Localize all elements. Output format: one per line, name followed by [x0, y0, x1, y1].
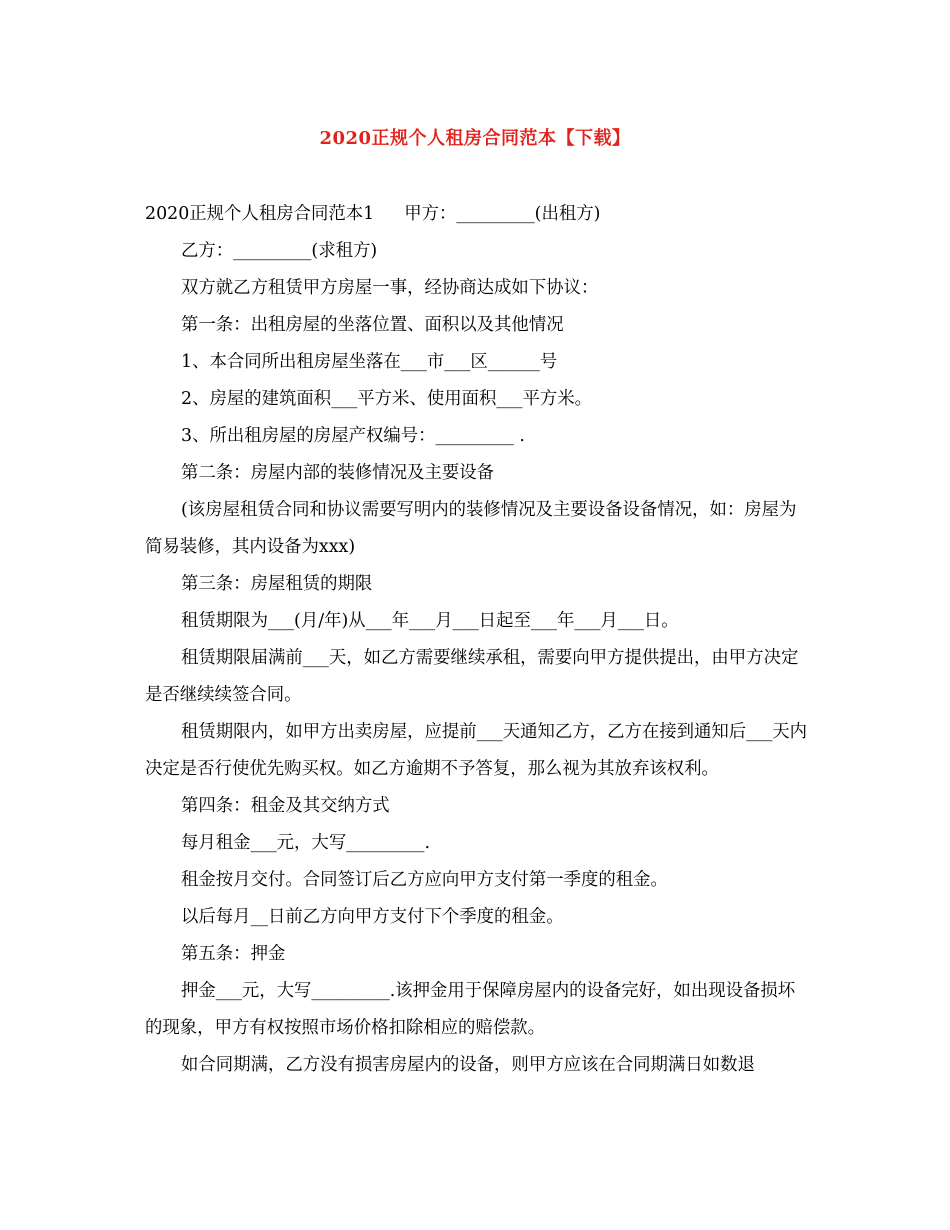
paragraph: 如合同期满，乙方没有损害房屋内的设备，则甲方应该在合同期满日如数退	[181, 1055, 755, 1075]
document-body	[145, 196, 810, 1084]
paragraph: 双方就乙方租赁甲方房屋一事，经协商达成如下协议：	[181, 278, 599, 298]
document-title: 2020正规个人租房合同范本【下载】	[319, 128, 631, 149]
section-heading: 第五条：押金	[181, 944, 286, 964]
paragraph: 3、所出租房屋的房屋产权编号：_________ .	[181, 426, 525, 446]
contract-heading-text: 2020正规个人租房合同范本1	[145, 204, 375, 224]
paragraph: 每月租金___元，大写_________.	[181, 833, 430, 853]
section-heading: 第一条：出租房屋的坐落位置、面积以及其他情况	[181, 315, 564, 335]
paragraph: 以后每月__日前乙方向甲方支付下个季度的租金。	[181, 907, 564, 927]
paragraph: 租赁期限内，如甲方出卖房屋，应提前___天通知乙方，乙方在接到通知后___天内决定是否行使优先购买权。如乙方逾期不予答复，那么视为其放弃该权利。	[145, 722, 808, 779]
paragraph: 押金___元，大写_________.该押金用于保障房屋内的设备完好，如出现设备损坏的现象，甲方有权按照市场价格扣除相应的赔偿款。	[145, 981, 796, 1038]
paragraph: 2、房屋的建筑面积___平方米、使用面积___平方米。	[181, 389, 593, 409]
paragraph-first-line	[145, 196, 810, 233]
section-heading: 第二条：房屋内部的装修情况及主要设备	[181, 463, 495, 483]
paragraph: 1、本合同所出租房屋坐落在___市___区______号	[181, 352, 558, 372]
paragraph: 租赁期限届满前___天，如乙方需要继续承租，需要向甲方提供提出，由甲方决定是否继续续签合同。	[145, 648, 799, 705]
party-a-line: 甲方：_________(出租方)	[404, 204, 601, 224]
paragraph: 租赁期限为___(月/年)从___年___月___日起至___年___月___日。	[181, 611, 679, 631]
paragraph: 乙方：_________(求租方)	[181, 241, 378, 261]
section-heading: 第四条：租金及其交纳方式	[181, 796, 390, 816]
section-heading: 第三条：房屋租赁的期限	[181, 574, 373, 594]
paragraph: (该房屋租赁合同和协议需要写明内的装修情况及主要设备设备情况，如：房屋为简易装修，其内设备为xxx)	[145, 500, 797, 557]
paragraph: 租金按月交付。合同签订后乙方应向甲方支付第一季度的租金。	[181, 870, 668, 890]
